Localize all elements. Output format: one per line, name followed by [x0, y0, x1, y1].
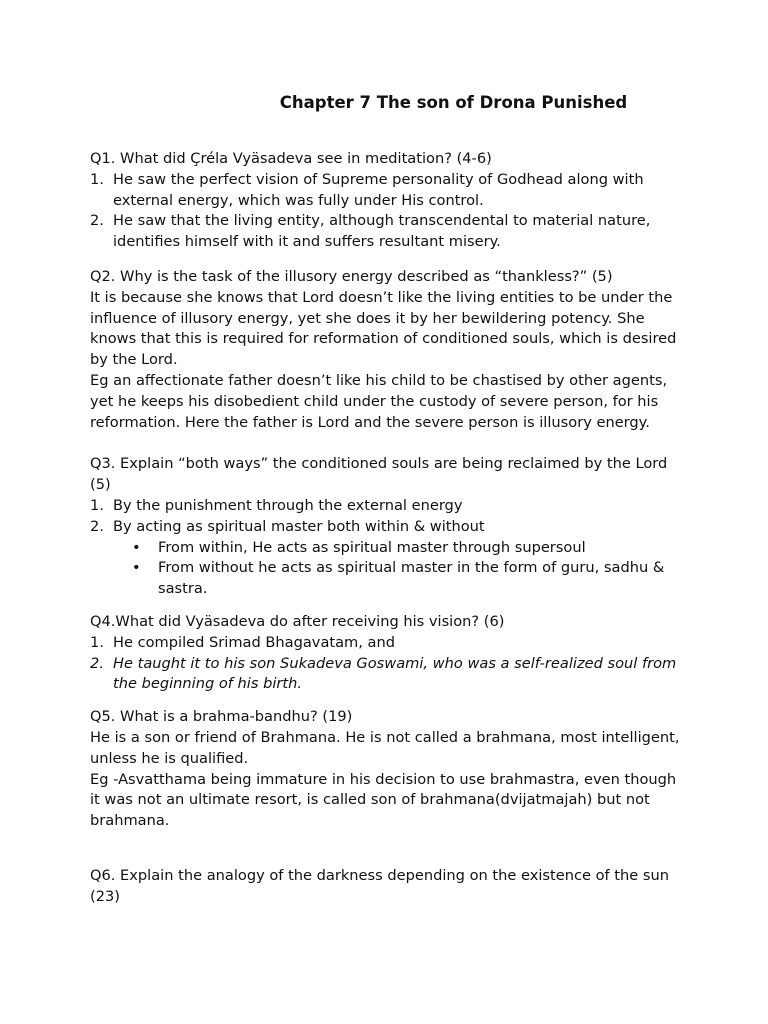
answer-list-q4 — [90, 633, 690, 695]
page-title: Chapter 7 The son of Drona Punished — [279, 93, 628, 112]
bullet-item-text: From within, He acts as spiritual master through supersoul — [158, 538, 586, 556]
list-number: 1. — [90, 496, 104, 514]
list-item — [90, 633, 690, 654]
question-block-q1 — [90, 149, 690, 253]
list-item-text: He compiled Srimad Bhagavatam, and — [113, 633, 395, 651]
list-item-text: By the punishment through the external energy — [113, 496, 463, 514]
list-item-text: He saw the perfect vision of Supreme personality of Godhead along with external energy, which was fully under His control. — [113, 170, 644, 209]
bullet-icon: • — [132, 559, 141, 577]
question-block-q4 — [90, 612, 690, 695]
question-q6: Q6. Explain the analogy of the darkness depending on the existence of the sun (23) — [90, 866, 669, 905]
question-block-q5 — [90, 707, 690, 832]
answer-paragraph: He is a son or friend of Brahmana. He is not called a brahmana, most intelligent, unless he is qualified. — [90, 728, 680, 767]
question-q1: Q1. What did Çréla Vyäsadeva see in meditation? (4-6) — [90, 150, 492, 167]
list-item-text: He saw that the living entity, although transcendental to material nature, identifies himself with it and suffers resultant misery. — [113, 212, 651, 251]
list-number: 1. — [90, 170, 104, 188]
question-block-q2 — [90, 267, 690, 433]
bullet-item-text: From without he acts as spiritual master in the form of guru, sadhu & sastra. — [158, 559, 665, 598]
example-paragraph: Eg -Asvatthama being immature in his decision to use brahmastra, even though it was not an ultimate resort, is called son of brahmana(dvijatmajah) but not brahmana. — [90, 770, 677, 830]
bullet-item — [90, 538, 690, 559]
example-paragraph: Eg an affectionate father doesn’t like his child to be chastised by other agents, yet he keeps his disobedient child under the custody of severe person, for his reformation. Here the father is Lord and the severe person is illusory energy. — [90, 371, 668, 431]
question-q2: Q2. Why is the task of the illusory energy described as “thankless?” (5) — [90, 267, 613, 285]
list-item — [90, 496, 690, 517]
list-number: 2. — [90, 212, 104, 230]
list-item-text: He taught it to his son Sukadeva Goswami, who was a self-realized soul from the beginning of his birth. — [113, 654, 677, 693]
list-item — [90, 517, 690, 538]
list-number: 2. — [90, 654, 104, 672]
answer-list-q1 — [90, 170, 690, 253]
document-content — [90, 149, 690, 908]
answer-paragraph: It is because she knows that Lord doesn’t like the living entities to be under the influence of illusory energy, yet she does it by her bewildering potency. She knows that this is required for reformation of conditioned souls, which is desired by the Lord. — [90, 288, 677, 369]
question-q5: Q5. What is a brahma-bandhu? (19) — [90, 708, 353, 726]
list-item — [90, 654, 690, 696]
list-number: 2. — [90, 517, 104, 535]
bullet-item — [90, 558, 690, 600]
question-block-q3 — [90, 454, 690, 600]
list-item — [90, 211, 690, 253]
bullet-icon: • — [132, 538, 141, 556]
list-number: 1. — [90, 633, 104, 651]
list-item — [90, 170, 690, 212]
answer-list-q3 — [90, 496, 690, 538]
question-q3: Q3. Explain “both ways” the conditioned souls are being reclaimed by the Lord (5) — [90, 455, 668, 494]
question-q4: Q4.What did Vyäsadeva do after receiving his vision? (6) — [90, 612, 505, 630]
bullet-list-q3 — [90, 538, 690, 600]
list-item-text: By acting as spiritual master both within & without — [113, 517, 485, 535]
question-block-q6 — [90, 866, 690, 908]
